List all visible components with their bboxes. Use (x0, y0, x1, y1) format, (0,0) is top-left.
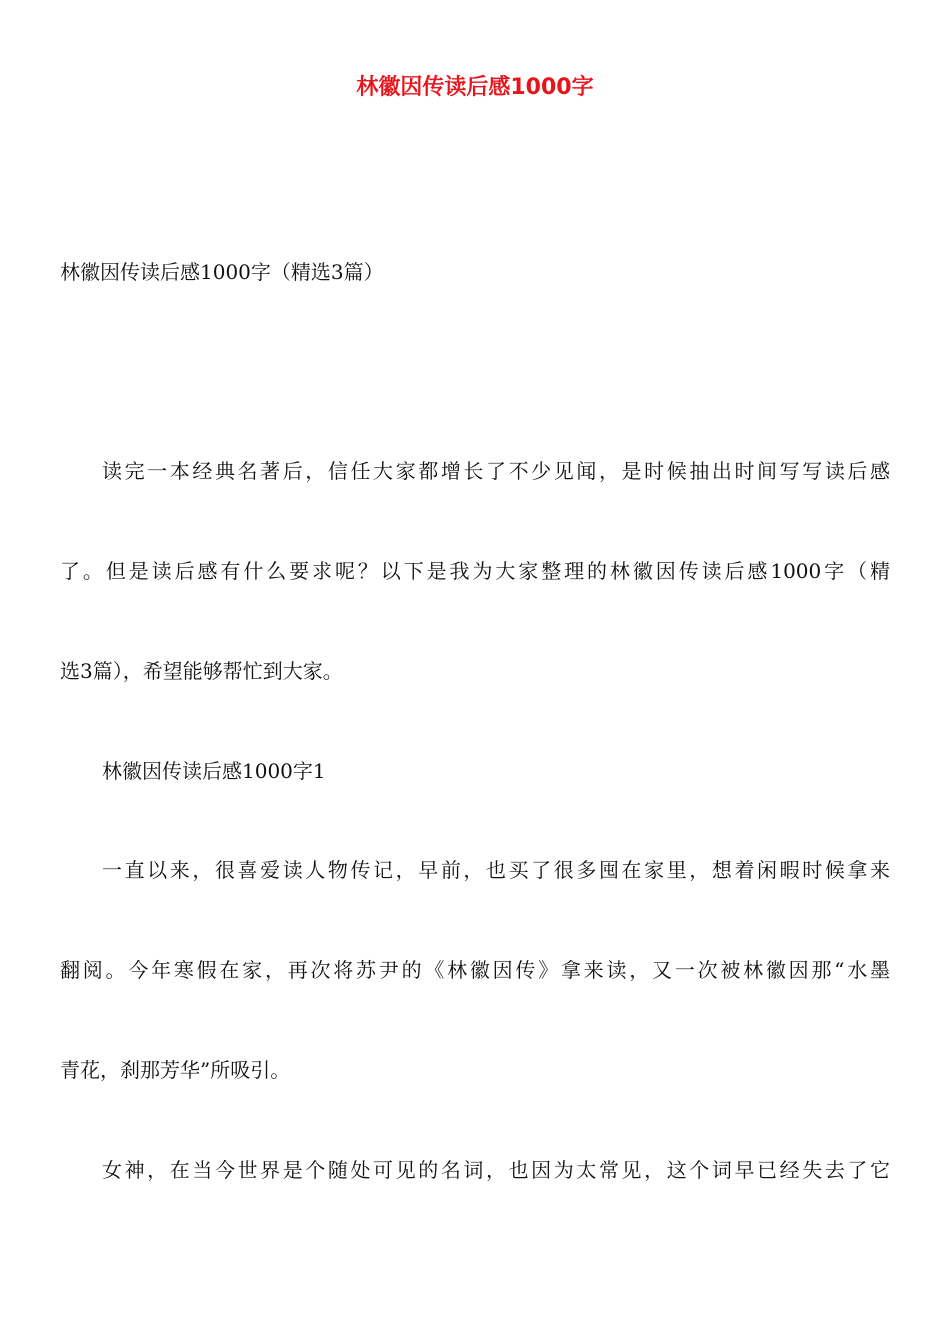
paragraph-1-line-2: 翻阅。今年寒假在家，再次将苏尹的《林徽因传》拿来读，又一次被林徽因那“水墨 (60, 958, 890, 982)
intro-line-3: 选3篇），希望能够帮忙到大家。 (60, 659, 343, 683)
paragraph-1-line-3: 青花，刹那芳华”所吸引。 (60, 1058, 291, 1082)
intro-line-1: 读完一本经典名著后，信任大家都增长了不少见闻，是时候抽出时间写写读后感 (102, 459, 890, 483)
intro-line-2: 了。但是读后感有什么要求呢？以下是我为大家整理的林徽因传读后感1000字（精 (60, 559, 890, 583)
section-heading: 林徽因传读后感1000字1 (102, 759, 326, 783)
document-subtitle: 林徽因传读后感1000字（精选3篇） (60, 260, 384, 284)
paragraph-1-line-1: 一直以来，很喜爱读人物传记，早前，也买了很多囤在家里，想着闲暇时候拿来 (102, 858, 890, 882)
document-title: 林徽因传读后感1000字 (356, 75, 594, 100)
paragraph-2-line-1: 女神，在当今世界是个随处可见的名词，也因为太常见，这个词早已经失去了它 (102, 1158, 890, 1182)
